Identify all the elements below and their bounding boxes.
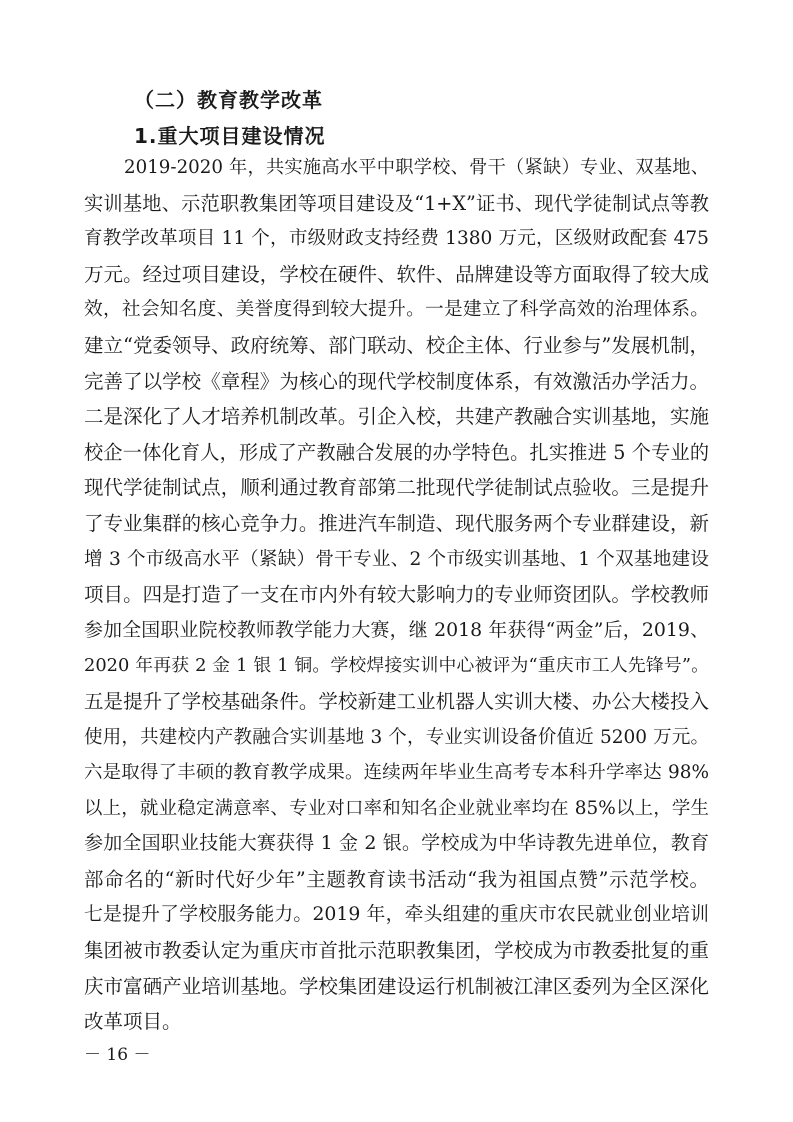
paragraph-line: 二是深化了人才培养机制改革。引企入校，共建产教融合实训基地，实施	[84, 405, 709, 429]
paragraph-line: 使用，共建校内产教融合实训基地 3 个，专业实训设备价值近 5200 万元。	[84, 726, 709, 748]
paragraph-line: 实训基地、示范职教集团等项目建设及“1+X”证书、现代学徒制试点等教	[84, 191, 709, 215]
page-number: － 16 －	[84, 1045, 151, 1065]
paragraph-line: 庆市富硒产业培训基地。学校集团建设运行机制被江津区委列为全区深化	[84, 974, 709, 998]
paragraph-line: 增 3 个市级高水平（紧缺）骨干专业、2 个市级实训基地、1 个双基地建设	[84, 548, 709, 570]
paragraph-line: 校企一体化育人，形成了产教融合发展的办学特色。扎实推进 5 个专业的	[84, 440, 709, 464]
paragraph-line: 项目。四是打造了一支在市内外有较大影响力的专业师资团队。学校教师	[84, 583, 709, 607]
paragraph-line: 现代学徒制试点，顺利通过教育部第二批现代学徒制试点验收。三是提升	[84, 476, 709, 500]
paragraph-line: 五是提升了学校基础条件。学校新建工业机器人实训大楼、办公大楼投入	[84, 689, 709, 713]
section-heading: （二）教育教学改革	[134, 88, 323, 112]
paragraph-line: 参加全国职业院校教师教学能力大赛，继 2018 年获得“两金”后，2019、	[84, 618, 709, 641]
paragraph-line: 参加全国职业技能大赛获得 1 金 2 银。学校成为中华诗教先进单位，教育	[84, 832, 709, 855]
subsection-heading: 1.重大项目建设情况	[134, 124, 326, 148]
paragraph-line: 2020 年再获 2 金 1 银 1 铜。学校焊接实训中心被评为“重庆市工人先锋号”。	[84, 655, 709, 677]
paragraph-line: 六是取得了丰硕的教育教学成果。连续两年毕业生高考专本科升学率达 98%	[84, 762, 709, 784]
paragraph-line: 了专业集群的核心竞争力。推进汽车制造、现代服务两个专业群建设，新	[84, 511, 709, 535]
paragraph-line: 完善了以学校《章程》为核心的现代学校制度体系，有效激活办学活力。	[84, 369, 709, 393]
paragraph-line: 以上，就业稳定满意率、专业对口率和知名企业就业率均在 85%以上，学生	[84, 797, 709, 819]
body-paragraph	[84, 150, 709, 1040]
paragraph-line: 育教学改革项目 11 个，市级财政支持经费 1380 万元，区级财政配套 475	[84, 228, 709, 250]
paragraph-line: 改革项目。	[84, 1010, 182, 1034]
paragraph-line: 建立“党委领导、政府统筹、部门联动、校企主体、行业参与”发展机制，	[84, 333, 709, 357]
paragraph-line: 部命名的“新时代好少年”主题教育读书活动“我为祖国点赞”示范学校。	[84, 867, 709, 891]
paragraph-line: 效，社会知名度、美誉度得到较大提升。一是建立了科学高效的治理体系。	[84, 299, 709, 321]
paragraph-line: 七是提升了学校服务能力。2019 年，牵头组建的重庆市农民就业创业培训	[84, 904, 709, 926]
paragraph-line: 2019-2020 年，共实施高水平中职学校、骨干（紧缺）专业、双基地、	[124, 157, 709, 178]
paragraph-line: 集团被市教委认定为重庆市首批示范职教集团，学校成为市教委批复的重	[84, 939, 709, 963]
paragraph-line: 万元。经过项目建设，学校在硬件、软件、品牌建设等方面取得了较大成	[84, 262, 709, 286]
